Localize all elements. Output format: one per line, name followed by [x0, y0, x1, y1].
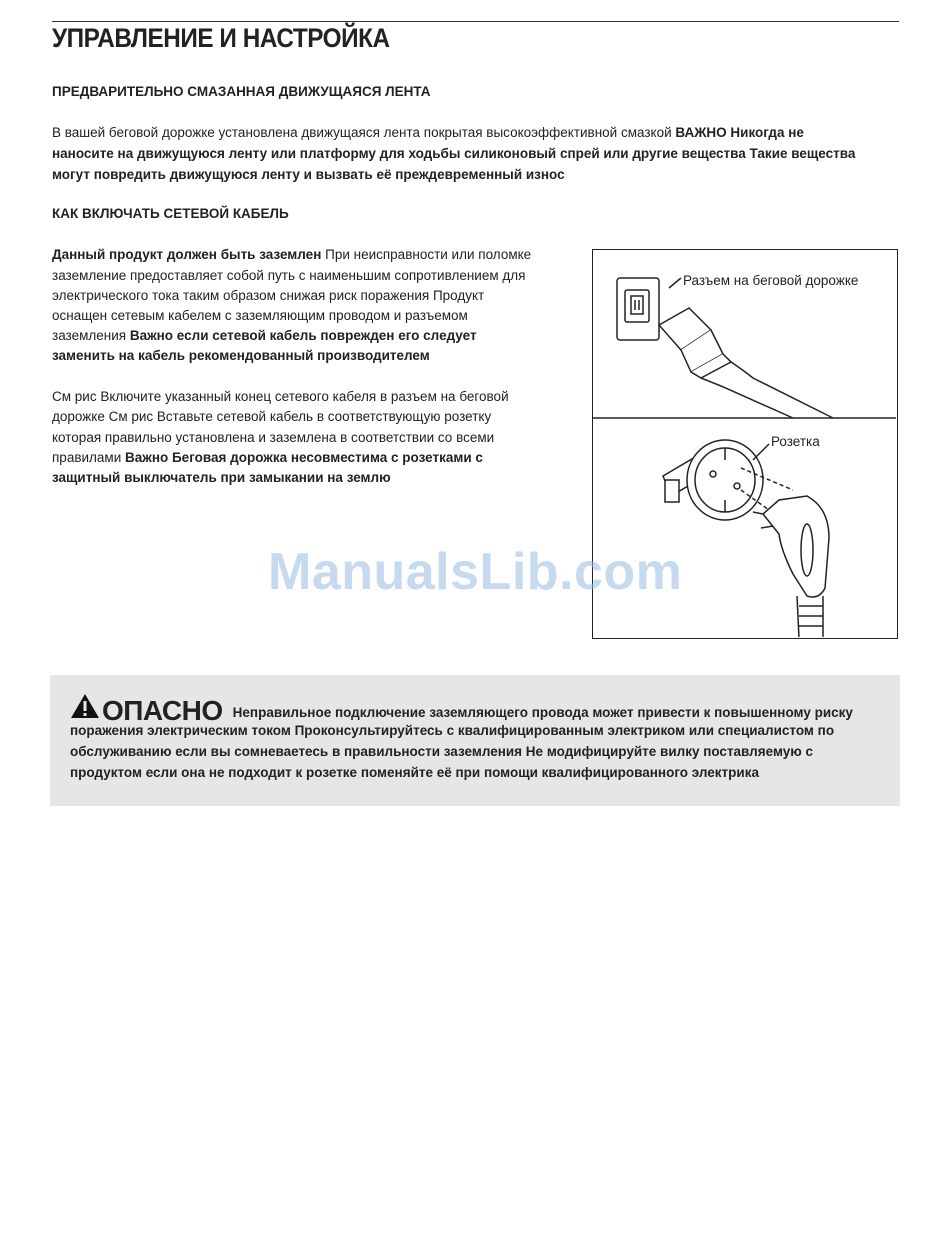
cable-important-cont: заменить на кабель рекомендованный производителем: [52, 348, 430, 363]
belt-important-text: ВАЖНО Никогда не: [675, 125, 804, 140]
treadmill-socket-label: Разъем на беговой дорожке: [683, 273, 859, 288]
belt-text-line-1: [52, 123, 804, 144]
cable-p2-line-4: [52, 448, 483, 469]
section-heading-belt: ПРЕДВАРИТЕЛЬНО СМАЗАННАЯ ДВИЖУЩАЯСЯ ЛЕНТА: [52, 84, 431, 99]
danger-line-2: поражения электрическим током Проконсультируйтесь с квалифицированным электриком или специалистом по: [70, 723, 835, 738]
belt-text-normal: В вашей беговой дорожке установлена движущаяся лента покрытая высокоэффективной смазкой: [52, 125, 676, 140]
grounded-statement: Данный продукт должен быть заземлен: [52, 247, 322, 262]
danger-box: [50, 675, 900, 806]
belt-important-cont-2: могут повредить движущуюся ленту и вызвать её преждевременный износ: [52, 167, 565, 182]
warning-triangle-icon: [70, 693, 100, 722]
wall-outlet-illustration: [663, 440, 829, 637]
cable-p1-text: При неисправности или поломке: [321, 247, 532, 262]
cable-p2-line-2: дорожке См рис Вставьте сетевой кабель в соответствующую розетку: [52, 409, 492, 424]
cable-p1-line-1: [52, 245, 531, 266]
cable-p1-line-2: заземление предоставляет собой путь с наименьшим сопротивлением для: [52, 268, 526, 283]
belt-text-line-3: [52, 165, 565, 186]
cable-important-text: Важно если сетевой кабель поврежден его следует: [129, 328, 477, 343]
danger-line-1: [70, 693, 853, 727]
cable-p1-line-4: оснащен сетевым кабелем с заземляющим проводом и разъемом: [52, 308, 468, 323]
outlet-important-text: Важно Беговая дорожка несовместима с розетками с: [125, 450, 483, 465]
cable-p2-line-3: которая правильно установлена и заземлена в соответствии со всеми: [52, 430, 495, 445]
danger-line-4: продуктом если она не подходит к розетке поменяйте её при помощи квалифицированного электрика: [70, 765, 759, 780]
outlet-label: Розетка: [771, 434, 820, 449]
danger-line-3: обслуживанию если вы сомневаетесь в правильности заземления Не модифицируйте вилку поставляемую с: [70, 744, 814, 759]
belt-text-line-2: [52, 144, 855, 165]
treadmill-socket-illustration: [617, 278, 833, 418]
cable-p2-text-4: правилами: [52, 450, 125, 465]
page-title: УПРАВЛЕНИЕ И НАСТРОЙКА: [52, 23, 390, 53]
outlet-important-cont: защитный выключатель при замыкании на землю: [52, 470, 391, 485]
cable-p1-text-5: заземления: [52, 328, 130, 343]
belt-important-cont-1: наносите на движущуюся ленту или платформу для ходьбы силиконовый спрей или другие вещества Такие вещества: [52, 146, 856, 161]
danger-word: ОПАСНО: [102, 695, 223, 726]
cable-p2-line-1: См рис Включите указанный конец сетевого кабеля в разъем на беговой: [52, 389, 509, 404]
cable-p2-line-5: [52, 468, 391, 489]
section-heading-cable: КАК ВКЛЮЧАТЬ СЕТЕВОЙ КАБЕЛЬ: [52, 206, 289, 221]
cable-p1-line-5: [52, 326, 477, 347]
watermark: ManualsLib.com: [268, 543, 683, 601]
cable-p1-line-6: [52, 346, 430, 367]
cable-p1-line-3: электрического тока таким образом снижая риск поражения Продукт: [52, 288, 485, 303]
danger-text-1: Неправильное подключение заземляющего провода может привести к повышенному риску: [232, 705, 853, 720]
top-rule: [52, 21, 899, 22]
